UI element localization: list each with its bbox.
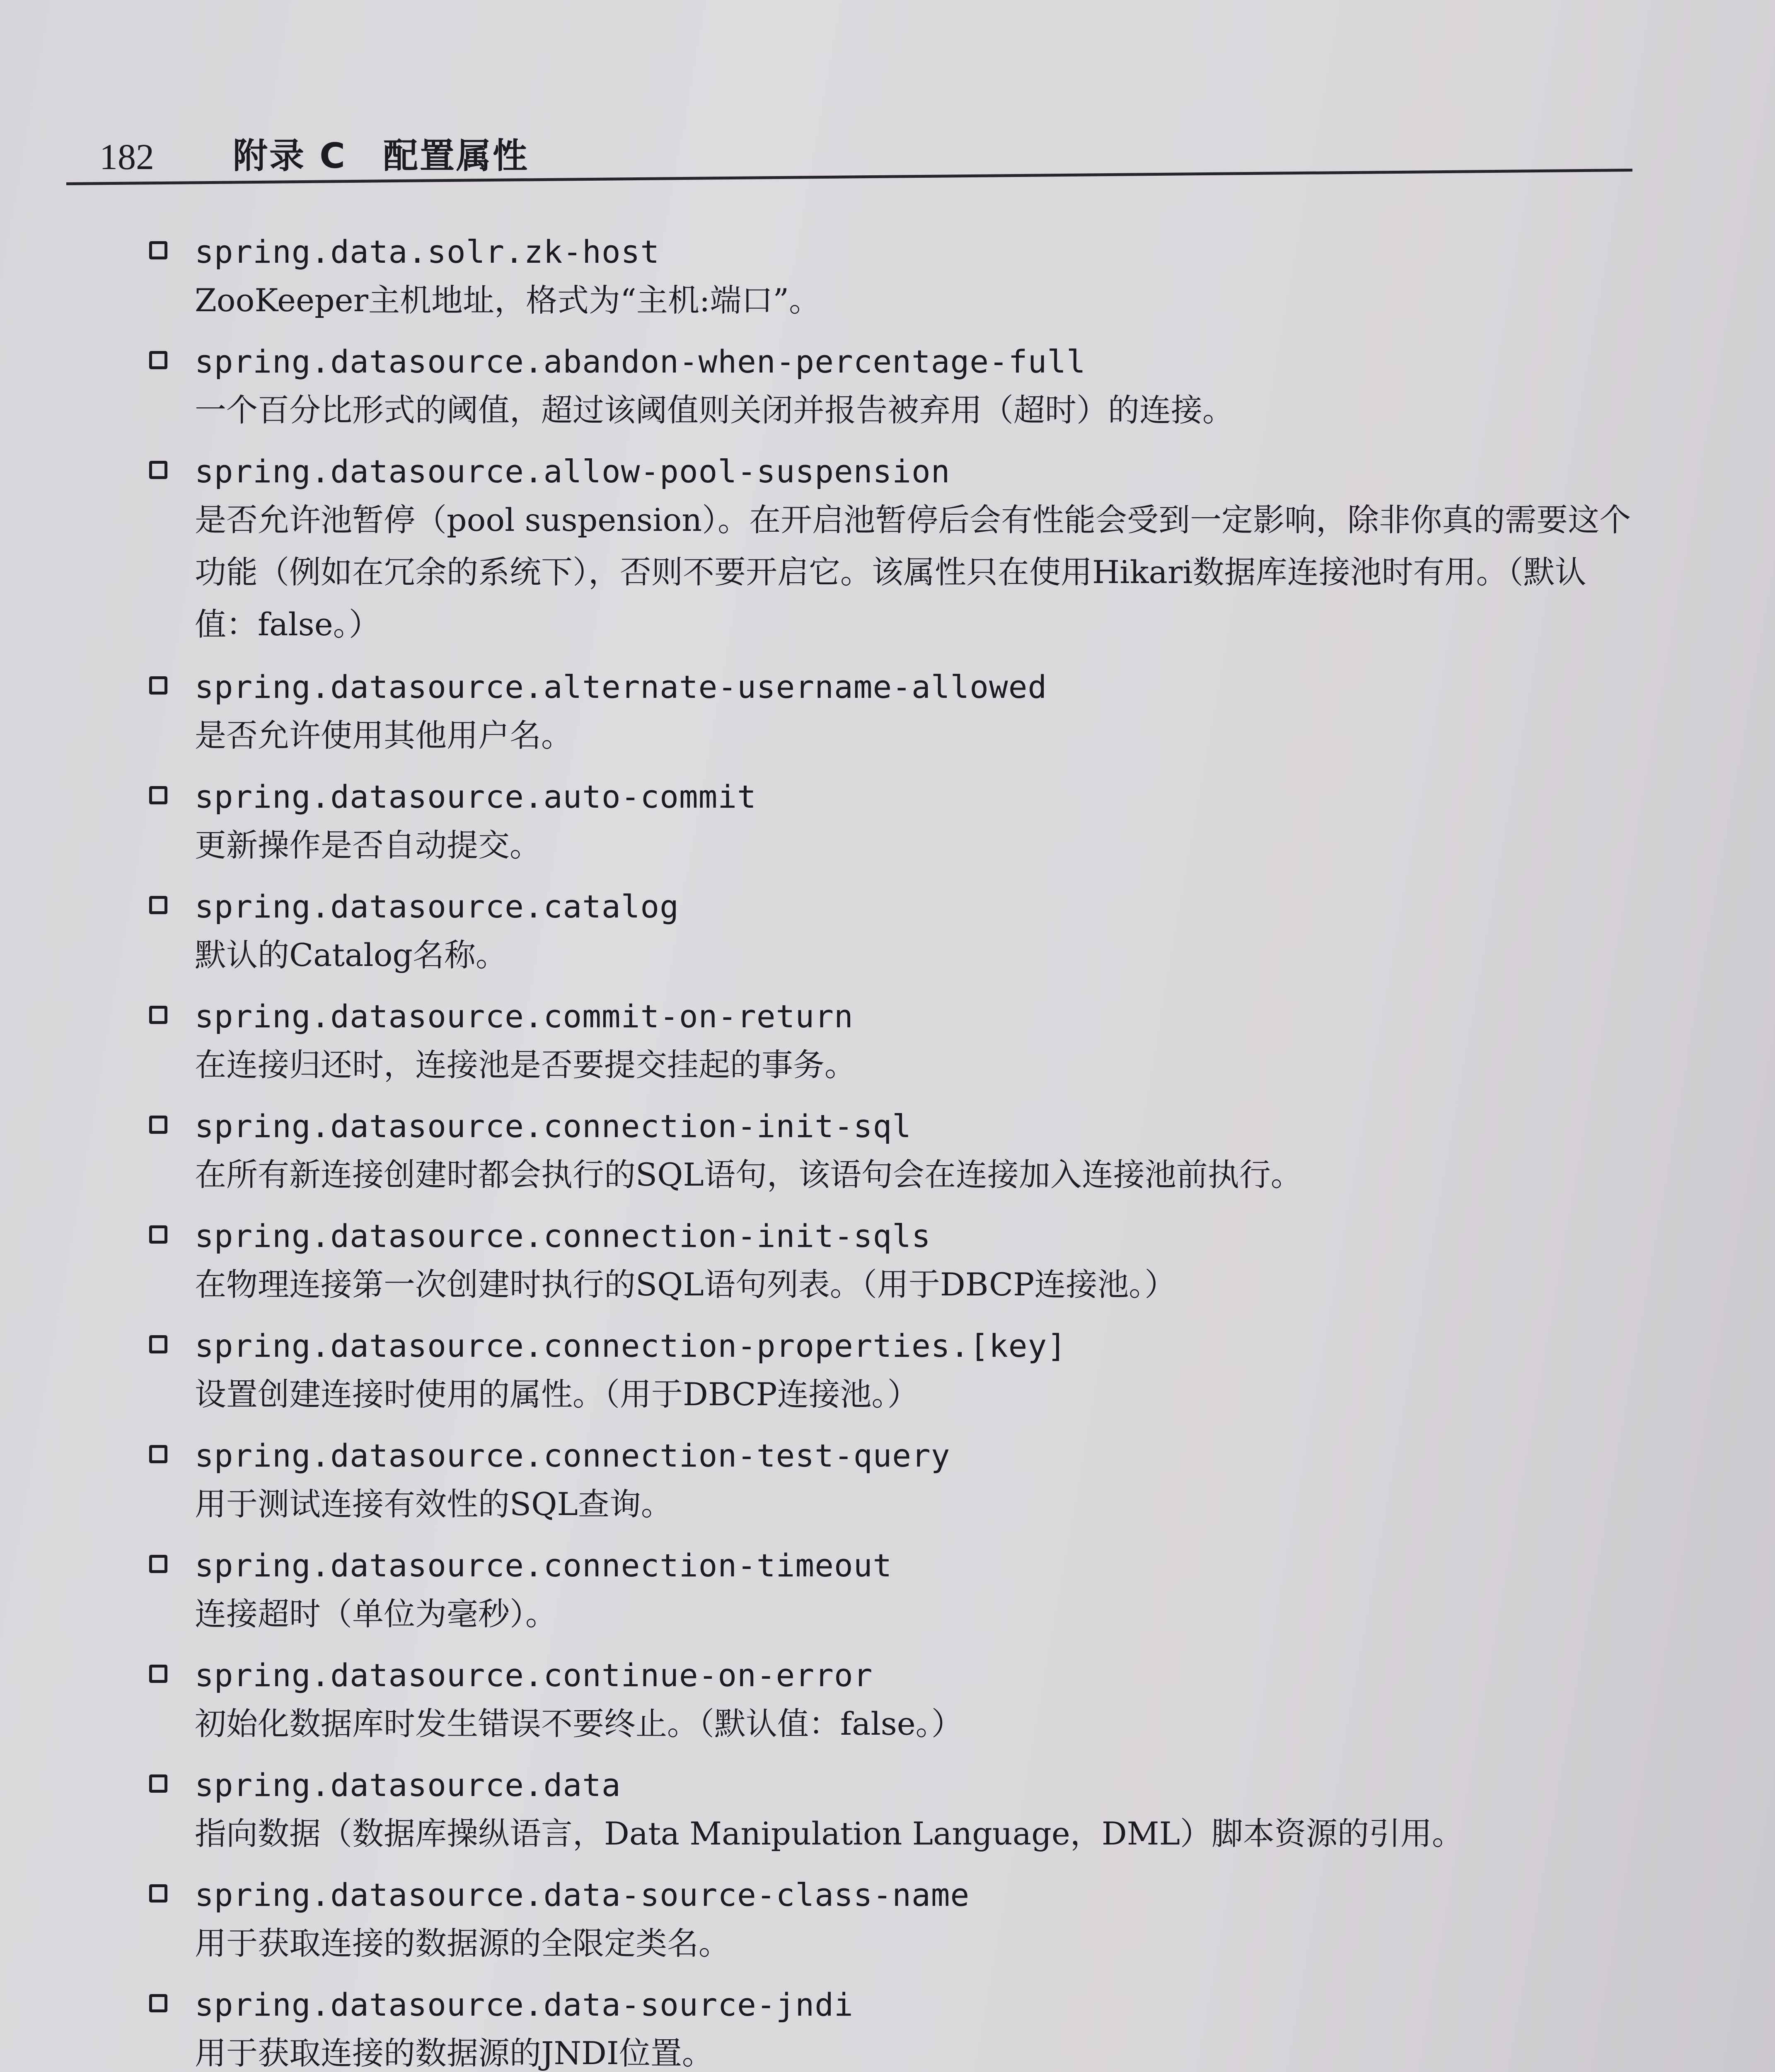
property-name: spring.data.solr.zk-host — [195, 233, 660, 270]
property-description: 连接超时（单位为毫秒）。 — [195, 1595, 557, 1632]
property-description: 一个百分比形式的阈值，超过该阈值则关闭并报告被弃用（超时）的连接。 — [195, 392, 1234, 428]
property-name: spring.datasource.alternate-username-allowed — [195, 668, 1047, 705]
property-entry — [149, 342, 1641, 452]
property-entry — [149, 1216, 1641, 1326]
checkbox-icon — [149, 896, 167, 914]
property-entry — [149, 1326, 1641, 1436]
chapter-title: 附录 C 配置属性 — [233, 136, 529, 176]
property-entry — [149, 1106, 1641, 1216]
checkbox-icon — [149, 1555, 167, 1573]
property-description: 是否允许池暂停（pool suspension）。在开启池暂停后会有性能会受到一定影响，除非你真的需要这个功能（例如在冗余的系统下），否则不要开启它。该属性只在使用Hikari数据库连接池时有用。（默认值：false。） — [195, 501, 1631, 643]
checkbox-icon — [149, 1994, 167, 2012]
property-description: 初始化数据库时发生错误不要终止。（默认值：false。） — [195, 1705, 963, 1742]
property-name: spring.datasource.connection-timeout — [195, 1547, 892, 1584]
property-description: 默认的Catalog名称。 — [195, 937, 508, 973]
property-entry — [149, 1546, 1641, 1656]
property-description: 用于获取连接的数据源的全限定类名。 — [195, 1925, 730, 1962]
property-entry — [149, 997, 1641, 1106]
checkbox-icon — [149, 786, 167, 804]
checkbox-icon — [149, 1006, 167, 1024]
checkbox-icon — [149, 1774, 167, 1793]
property-description: 设置创建连接时使用的属性。（用于DBCP连接池。） — [195, 1376, 919, 1413]
property-name: spring.datasource.data-source-class-name — [195, 1876, 970, 1913]
property-description: 用于获取连接的数据源的JNDI位置。 — [195, 2035, 713, 2072]
checkbox-icon — [149, 241, 167, 259]
property-entry — [149, 232, 1641, 342]
checkbox-icon — [149, 676, 167, 695]
property-entry — [149, 667, 1641, 777]
checkbox-icon — [149, 351, 167, 369]
property-name: spring.datasource.abandon-when-percentage-full — [195, 343, 1086, 380]
property-description: 在连接归还时，连接池是否要提交挂起的事务。 — [195, 1046, 856, 1083]
property-description: 在所有新连接创建时都会执行的SQL语句，该语句会在连接加入连接池前执行。 — [195, 1156, 1302, 1193]
property-entry — [149, 1875, 1641, 1985]
property-name: spring.datasource.continue-on-error — [195, 1657, 873, 1694]
property-entry — [149, 1656, 1641, 1765]
property-description: 在物理连接第一次创建时执行的SQL语句列表。（用于DBCP连接池。） — [195, 1266, 1176, 1303]
property-name: spring.datasource.auto-commit — [195, 778, 757, 815]
property-description: ZooKeeper主机地址，格式为“主机:端口”。 — [195, 282, 821, 319]
checkbox-icon — [149, 1335, 167, 1353]
property-entry — [149, 777, 1641, 887]
property-entry — [149, 1765, 1641, 1875]
property-name: spring.datasource.connection-test-query — [195, 1437, 950, 1474]
checkbox-icon — [149, 1116, 167, 1134]
property-description: 用于测试连接有效性的SQL查询。 — [195, 1486, 672, 1523]
property-entry — [149, 1985, 1641, 2072]
property-name: spring.datasource.allow-pool-suspension — [195, 453, 950, 490]
property-name: spring.datasource.connection-init-sql — [195, 1108, 912, 1145]
property-name: spring.datasource.data — [195, 1767, 621, 1803]
checkbox-icon — [149, 1225, 167, 1244]
checkbox-icon — [149, 1665, 167, 1683]
property-name: spring.datasource.data-source-jndi — [195, 1986, 854, 2023]
property-entry — [149, 452, 1641, 667]
checkbox-icon — [149, 461, 167, 479]
property-name: spring.datasource.connection-init-sqls — [195, 1218, 931, 1254]
checkbox-icon — [149, 1884, 167, 1903]
property-entry — [149, 1436, 1641, 1546]
property-description: 更新操作是否自动提交。 — [195, 827, 541, 864]
property-name: spring.datasource.connection-properties.[key] — [195, 1327, 1067, 1364]
property-description: 指向数据（数据库操纵语言，Data Manipulation Language，DML）脚本资源的引用。 — [195, 1815, 1464, 1852]
page-number: 182 — [99, 137, 154, 177]
property-name: spring.datasource.catalog — [195, 888, 679, 925]
property-entry — [149, 887, 1641, 997]
property-list — [149, 232, 1641, 2072]
checkbox-icon — [149, 1445, 167, 1463]
property-description: 是否允许使用其他用户名。 — [195, 717, 573, 754]
property-name: spring.datasource.commit-on-return — [195, 998, 854, 1035]
page-header — [99, 124, 529, 178]
